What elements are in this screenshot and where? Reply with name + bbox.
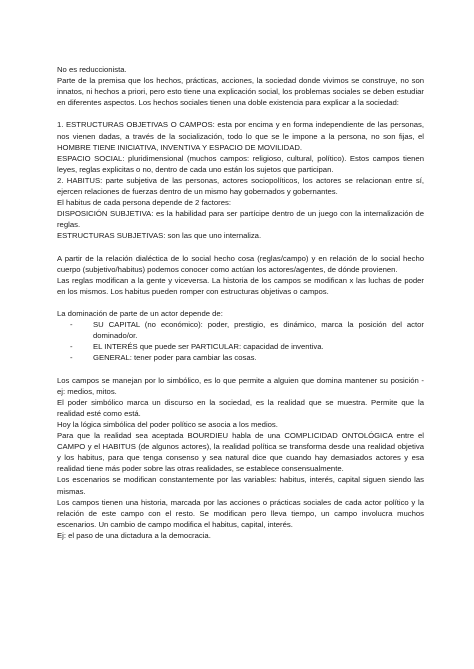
dialectic-paragraph: A partir de la relación dialéctica de lo social hecho cosa (reglas/campo) y en relación de lo social hecho cuerpo (subjetivo/habitus) podemos conocer como actúan los actores/agentes, de dónde provienen. (57, 253, 424, 274)
social-space-paragraph: ESPACIO SOCIAL: pluridimensional (muchos campos: religioso, cultural, político). Estos campos tienen leyes, reglas explicitas o no, dentro de cada uno están los sujetos que participan. (57, 153, 424, 174)
intro-paragraph: Parte de la premisa que los hechos, prácticas, acciones, la sociedad donde vivimos se construye, no son innatos, ni hechos a priori, pero esto tiene una explicación social, los problemas sociales se deben estudiar en diferentes aspectos. Los hechos sociales tienen una doble existencia para explicar a la sociedad: (57, 76, 424, 108)
list-item-text: SU CAPITAL (no económico): poder, prestigio, es dinámico, marca la posición del actor dominado/or. (93, 320, 424, 341)
dash-bullet: - (70, 353, 73, 363)
habitus-paragraph: 2. HABITUS: parte subjetiva de las personas, actores sociopolíticos, los actores se relacionan entre sí, ejercen relaciones de fuerzas dentro de un mismo hay gobernados y gobernantes. (57, 175, 424, 197)
domination-list (57, 319, 424, 363)
complicity-paragraph: Para que la realidad sea aceptada BOURDIEU habla de una COMPLICIDAD ONTOLÓGICA entre el CAMPO y el HABITUS (de algunos actores), la realidad política se transforma desde una realidad objetiva y los habitus, para que tenga consenso y sea natural dice que cuando hay demasiados actores y esa realidad tiene más poder sobre las otras realidades, se establece consensualmente. (57, 431, 424, 474)
spacer (57, 108, 424, 119)
spacer (57, 364, 424, 375)
spacer (57, 242, 424, 253)
intro-line: No es reduccionista. (57, 65, 127, 74)
scenarios-paragraph: Los escenarios se modifican constantemente por las variables: habitus, interés, capital siguen siendo las mismas. (57, 475, 424, 496)
media-line: Hoy la lógica simbólica del poder político se asocia a los medios. (57, 420, 278, 429)
list-item (57, 319, 424, 341)
spacer (57, 297, 424, 308)
list-item (57, 341, 424, 352)
domination-intro: La dominación de parte de un actor depende de: (57, 309, 223, 319)
document-page (57, 64, 424, 541)
structures-paragraph: 1. ESTRUCTURAS OBJETIVAS O CAMPOS: esta por encima y en forma independiente de las personas, nos vienen dadas, a través de la socialización, todo lo que se le impone a la persona, no son fijas, el HOMBRE TIENE INICIATIVA, INVENTIVA Y ESPACIO DE MOVILIDAD. (57, 120, 424, 152)
subjective-disposition-paragraph: DISPOSICIÓN SUBJETIVA: es la habilidad para ser partícipe dentro de un juego con la internalización de reglas. (57, 209, 424, 230)
list-item-text: EL INTERÉS que puede ser PARTICULAR: capacidad de inventiva. (93, 342, 324, 352)
dash-bullet: - (70, 320, 73, 330)
symbolic-power-paragraph: El poder simbólico marca un discurso en la sociedad, es la realidad que se muestra. Permite que la realidad esté como está. (57, 397, 424, 418)
symbolic-paragraph: Los campos se manejan por lo simbólico, es lo que permite a alguien que domina mantener su posición - ej: medios, mitos. (57, 375, 424, 396)
example-line: Ej: el paso de una dictadura a la democracia. (57, 530, 211, 540)
subjective-structures-line: ESTRUCTURAS SUBJETIVAS: son las que uno internaliza. (57, 231, 262, 241)
dash-bullet: - (70, 342, 73, 352)
list-item-text: GENERAL: tener poder para cambiar las cosas. (93, 353, 257, 363)
rules-paragraph: Las reglas modifican a la gente y viceversa. La historia de los campos se modifican x las luchas de poder en los mismos. Los habitus pueden romper con estructuras objetivas o campos. (57, 275, 424, 296)
list-item (57, 352, 424, 363)
habitus-factors-line: El habitus de cada persona depende de 2 factores: (57, 198, 231, 208)
fields-history-paragraph: Los campos tienen una historia, marcada por las acciones o prácticas sociales de cada actor político y la relación de este campo con el resto. Se modifican pero lleva tiempo, un campo involucra muchos escenarios. Un cambio de campo modifica el habitus, capital, interés. (57, 497, 424, 529)
